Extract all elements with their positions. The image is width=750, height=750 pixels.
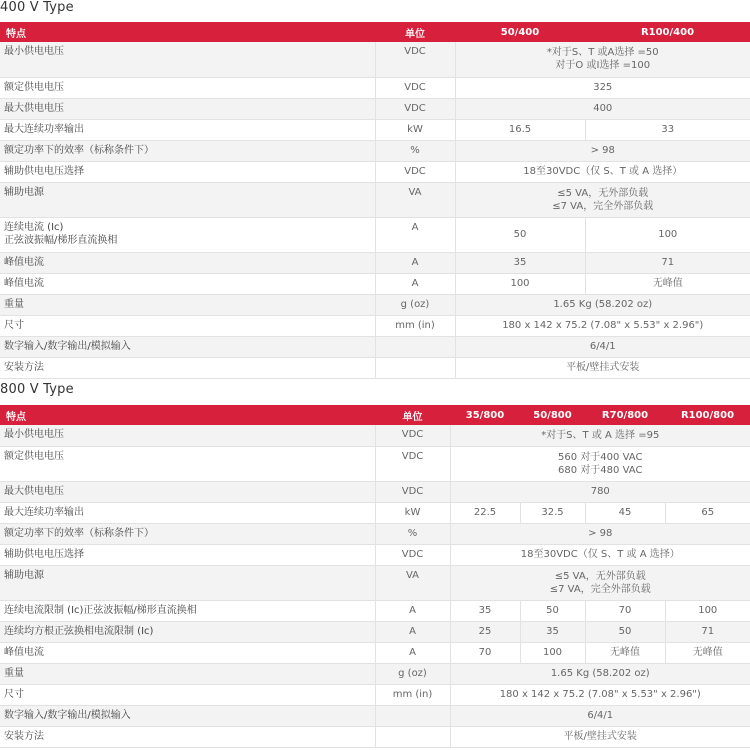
feature-cell	[0, 502, 375, 523]
value-cell: 50	[455, 217, 585, 252]
unit-cell: VDC	[375, 446, 450, 481]
feature-cell	[0, 663, 375, 684]
unit-cell: A	[375, 217, 455, 252]
value-cell	[450, 446, 750, 481]
feature-label: 最小供电电压	[4, 46, 64, 57]
unit-cell: mm (in)	[375, 684, 450, 705]
value-cell: 50	[520, 600, 585, 621]
table-row	[0, 357, 750, 378]
unit-cell: VDC	[375, 425, 450, 446]
value-line: 平板/壁挂式安装	[563, 731, 637, 742]
value-line: 6/4/1	[587, 710, 614, 721]
value-line: ≤7 VA，完全外部负载	[549, 583, 651, 595]
table-row	[0, 621, 750, 642]
value-cell: 70	[585, 600, 665, 621]
value-cell	[450, 425, 750, 446]
value-cell: 71	[585, 252, 750, 273]
feature-label: 最大连续功率输出	[4, 123, 84, 135]
unit-cell: VA	[375, 182, 455, 217]
spec-table-800v	[0, 405, 750, 748]
feature-cell	[0, 523, 375, 544]
table-row	[0, 684, 750, 705]
feature-label: 连续电流限制 (Ic)正弦波振幅/梯形直流换相	[4, 604, 197, 616]
header-model: 50/400	[500, 26, 540, 38]
feature-cell	[0, 182, 375, 217]
unit-cell: A	[375, 642, 450, 663]
value-cell: 100	[520, 642, 585, 663]
value-cell	[455, 98, 750, 119]
feature-label: 数字输入/数字输出/模拟输入	[4, 709, 131, 721]
header-model: 50/800	[533, 409, 572, 421]
feature-cell	[0, 565, 375, 600]
value-cell: 无峰值	[665, 642, 750, 663]
unit-cell: A	[375, 252, 455, 273]
table-row	[0, 119, 750, 140]
value-cell: 50	[585, 621, 665, 642]
value-line: ≤5 VA，无外部负载	[557, 187, 649, 199]
table-row	[0, 523, 750, 544]
feature-label: 尺寸	[4, 688, 24, 700]
table-row	[0, 182, 750, 217]
table-row	[0, 600, 750, 621]
table-row	[0, 217, 750, 252]
unit-cell	[375, 726, 450, 747]
value-cell	[455, 182, 750, 217]
feature-label: 重量	[4, 667, 24, 679]
feature-label: 额定功率下的效率（标称条件下）	[4, 144, 154, 156]
value-cell	[455, 42, 750, 77]
feature-label: 最大供电电压	[4, 102, 64, 114]
feature-label: 重量	[4, 298, 24, 310]
value-line: 对于O 或I选择 =100	[555, 60, 651, 72]
table-header-row	[0, 405, 750, 425]
feature-cell	[0, 726, 375, 747]
feature-cell	[0, 273, 375, 294]
header-unit: 单位	[405, 28, 425, 40]
table-row	[0, 273, 750, 294]
value-cell: 35	[450, 600, 520, 621]
header-model: R100/400	[640, 26, 695, 38]
value-cell	[455, 161, 750, 182]
table-row	[0, 252, 750, 273]
value-cell	[450, 523, 750, 544]
value-cell: 45	[585, 502, 665, 523]
unit-cell	[375, 357, 455, 378]
feature-label: 辅助电源	[4, 569, 44, 581]
feature-cell	[0, 544, 375, 565]
feature-cell	[0, 252, 375, 273]
value-line: 18至30VDC（仅 S、T 或 A 选择）	[523, 166, 683, 177]
unit-cell: VDC	[375, 42, 455, 77]
feature-label: 辅助电源	[4, 186, 44, 198]
value-line: *对于S、T 或 A 选择 =95	[541, 429, 660, 441]
header-model: R100/800	[680, 409, 735, 421]
value-cell	[450, 684, 750, 705]
unit-cell: VA	[375, 565, 450, 600]
feature-cell	[0, 481, 375, 502]
value-line: ≤7 VA，完全外部负载	[552, 200, 654, 212]
unit-cell: VDC	[375, 77, 455, 98]
value-line: 6/4/1	[589, 341, 616, 352]
feature-label: 峰值电流	[4, 646, 44, 658]
unit-cell: g (oz)	[375, 663, 450, 684]
table-header-row	[0, 22, 750, 42]
header-unit: 单位	[402, 411, 423, 423]
value-line: > 98	[588, 528, 613, 539]
header-model: R70/800	[601, 409, 649, 421]
feature-cell	[0, 315, 375, 336]
value-line: 1.65 Kg (58.202 oz)	[553, 299, 653, 310]
table-row	[0, 140, 750, 161]
value-cell: 无峰值	[585, 642, 665, 663]
value-cell: 25	[450, 621, 520, 642]
value-line: 680 对于480 VAC	[558, 464, 643, 476]
value-line: ≤5 VA，无外部负载	[554, 570, 646, 582]
feature-label: 安装方法	[4, 730, 44, 742]
feature-cell	[0, 140, 375, 161]
value-cell: 71	[665, 621, 750, 642]
feature-cell	[0, 98, 375, 119]
feature-cell	[0, 77, 375, 98]
feature-label: 连续电流 (Ic)	[4, 221, 64, 233]
value-cell	[455, 294, 750, 315]
feature-cell	[0, 294, 375, 315]
section-title-800v: 800 V Type	[0, 382, 74, 397]
value-cell	[450, 705, 750, 726]
feature-label: 额定供电电压	[4, 81, 64, 93]
feature-cell	[0, 161, 375, 182]
value-line: 400	[593, 103, 613, 114]
feature-label: 连续均方根正弦换相电流限制 (Ic)	[4, 625, 154, 637]
value-cell: 22.5	[450, 502, 520, 523]
feature-cell	[0, 642, 375, 663]
unit-cell: kW	[375, 119, 455, 140]
value-cell	[450, 726, 750, 747]
value-cell: 65	[665, 502, 750, 523]
feature-label: 峰值电流	[4, 277, 44, 289]
feature-label: 最小供电电压	[4, 429, 64, 440]
table-row	[0, 336, 750, 357]
feature-cell	[0, 119, 375, 140]
feature-label: 辅助供电电压选择	[4, 165, 84, 177]
feature-label: 尺寸	[4, 319, 24, 331]
table-row	[0, 642, 750, 663]
table-row	[0, 502, 750, 523]
value-line: 18至30VDC（仅 S、T 或 A 选择）	[520, 549, 680, 560]
unit-cell: VDC	[375, 98, 455, 119]
feature-cell	[0, 425, 375, 446]
feature-cell	[0, 217, 375, 252]
feature-cell	[0, 336, 375, 357]
feature-cell	[0, 446, 375, 481]
feature-label-line2: 正弦波振幅/梯形直流换相	[4, 234, 118, 246]
value-cell	[455, 140, 750, 161]
value-cell	[450, 565, 750, 600]
table-row	[0, 726, 750, 747]
unit-cell: A	[375, 600, 450, 621]
value-cell	[455, 357, 750, 378]
table-row	[0, 481, 750, 502]
table-row	[0, 98, 750, 119]
table-row	[0, 663, 750, 684]
unit-cell: VDC	[375, 544, 450, 565]
value-cell: 16.5	[455, 119, 585, 140]
section-title-400v: 400 V Type	[0, 0, 74, 15]
value-cell	[455, 315, 750, 336]
value-cell	[450, 481, 750, 502]
feature-label: 峰值电流	[4, 256, 44, 268]
value-cell	[455, 336, 750, 357]
value-cell: 35	[455, 252, 585, 273]
table-row	[0, 565, 750, 600]
unit-cell: VDC	[375, 161, 455, 182]
value-cell	[450, 544, 750, 565]
value-cell: 33	[585, 119, 750, 140]
unit-cell: VDC	[375, 481, 450, 502]
value-cell: 100	[585, 217, 750, 252]
value-cell: 35	[520, 621, 585, 642]
feature-cell	[0, 684, 375, 705]
header-feature: 特点	[6, 28, 26, 40]
unit-cell	[375, 705, 450, 726]
value-cell: 70	[450, 642, 520, 663]
feature-label: 安装方法	[4, 361, 44, 373]
unit-cell: g (oz)	[375, 294, 455, 315]
feature-cell	[0, 42, 375, 77]
table-row	[0, 294, 750, 315]
spec-table-400v	[0, 22, 750, 379]
value-line: 180 x 142 x 75.2 (7.08" x 5.53" x 2.96")	[499, 689, 701, 700]
table-row	[0, 705, 750, 726]
feature-cell	[0, 621, 375, 642]
value-cell	[455, 77, 750, 98]
header-model: 35/800	[465, 409, 505, 421]
value-line: 780	[590, 486, 610, 497]
value-cell: 100	[665, 600, 750, 621]
value-line: 平板/壁挂式安装	[566, 362, 640, 373]
unit-cell: A	[375, 273, 455, 294]
value-cell: 100	[455, 273, 585, 294]
table-row	[0, 161, 750, 182]
feature-label: 最大供电电压	[4, 485, 64, 497]
feature-label: 最大连续功率输出	[4, 506, 84, 518]
value-cell: 32.5	[520, 502, 585, 523]
table-row	[0, 446, 750, 481]
table-row	[0, 544, 750, 565]
feature-cell	[0, 357, 375, 378]
value-line: 1.65 Kg (58.202 oz)	[550, 668, 650, 679]
feature-cell	[0, 600, 375, 621]
unit-cell: kW	[375, 502, 450, 523]
unit-cell: A	[375, 621, 450, 642]
value-line: 325	[593, 82, 613, 93]
value-cell	[450, 663, 750, 684]
unit-cell: %	[375, 523, 450, 544]
feature-label: 数字输入/数字输出/模拟输入	[4, 340, 131, 352]
value-line: *对于S、T 或A选择 =50	[546, 47, 659, 59]
feature-label: 额定供电电压	[4, 450, 64, 462]
table-row	[0, 77, 750, 98]
unit-cell	[375, 336, 455, 357]
value-line: 560 对于400 VAC	[558, 451, 643, 463]
table-row	[0, 425, 750, 446]
header-feature: 特点	[6, 411, 26, 423]
feature-cell	[0, 705, 375, 726]
unit-cell: mm (in)	[375, 315, 455, 336]
value-line: > 98	[590, 145, 615, 156]
feature-label: 辅助供电电压选择	[4, 548, 84, 560]
value-cell: 无峰值	[585, 273, 750, 294]
table-row	[0, 42, 750, 77]
table-row	[0, 315, 750, 336]
feature-label: 额定功率下的效率（标称条件下）	[4, 527, 154, 539]
unit-cell: %	[375, 140, 455, 161]
value-line: 180 x 142 x 75.2 (7.08" x 5.53" x 2.96")	[502, 320, 704, 331]
